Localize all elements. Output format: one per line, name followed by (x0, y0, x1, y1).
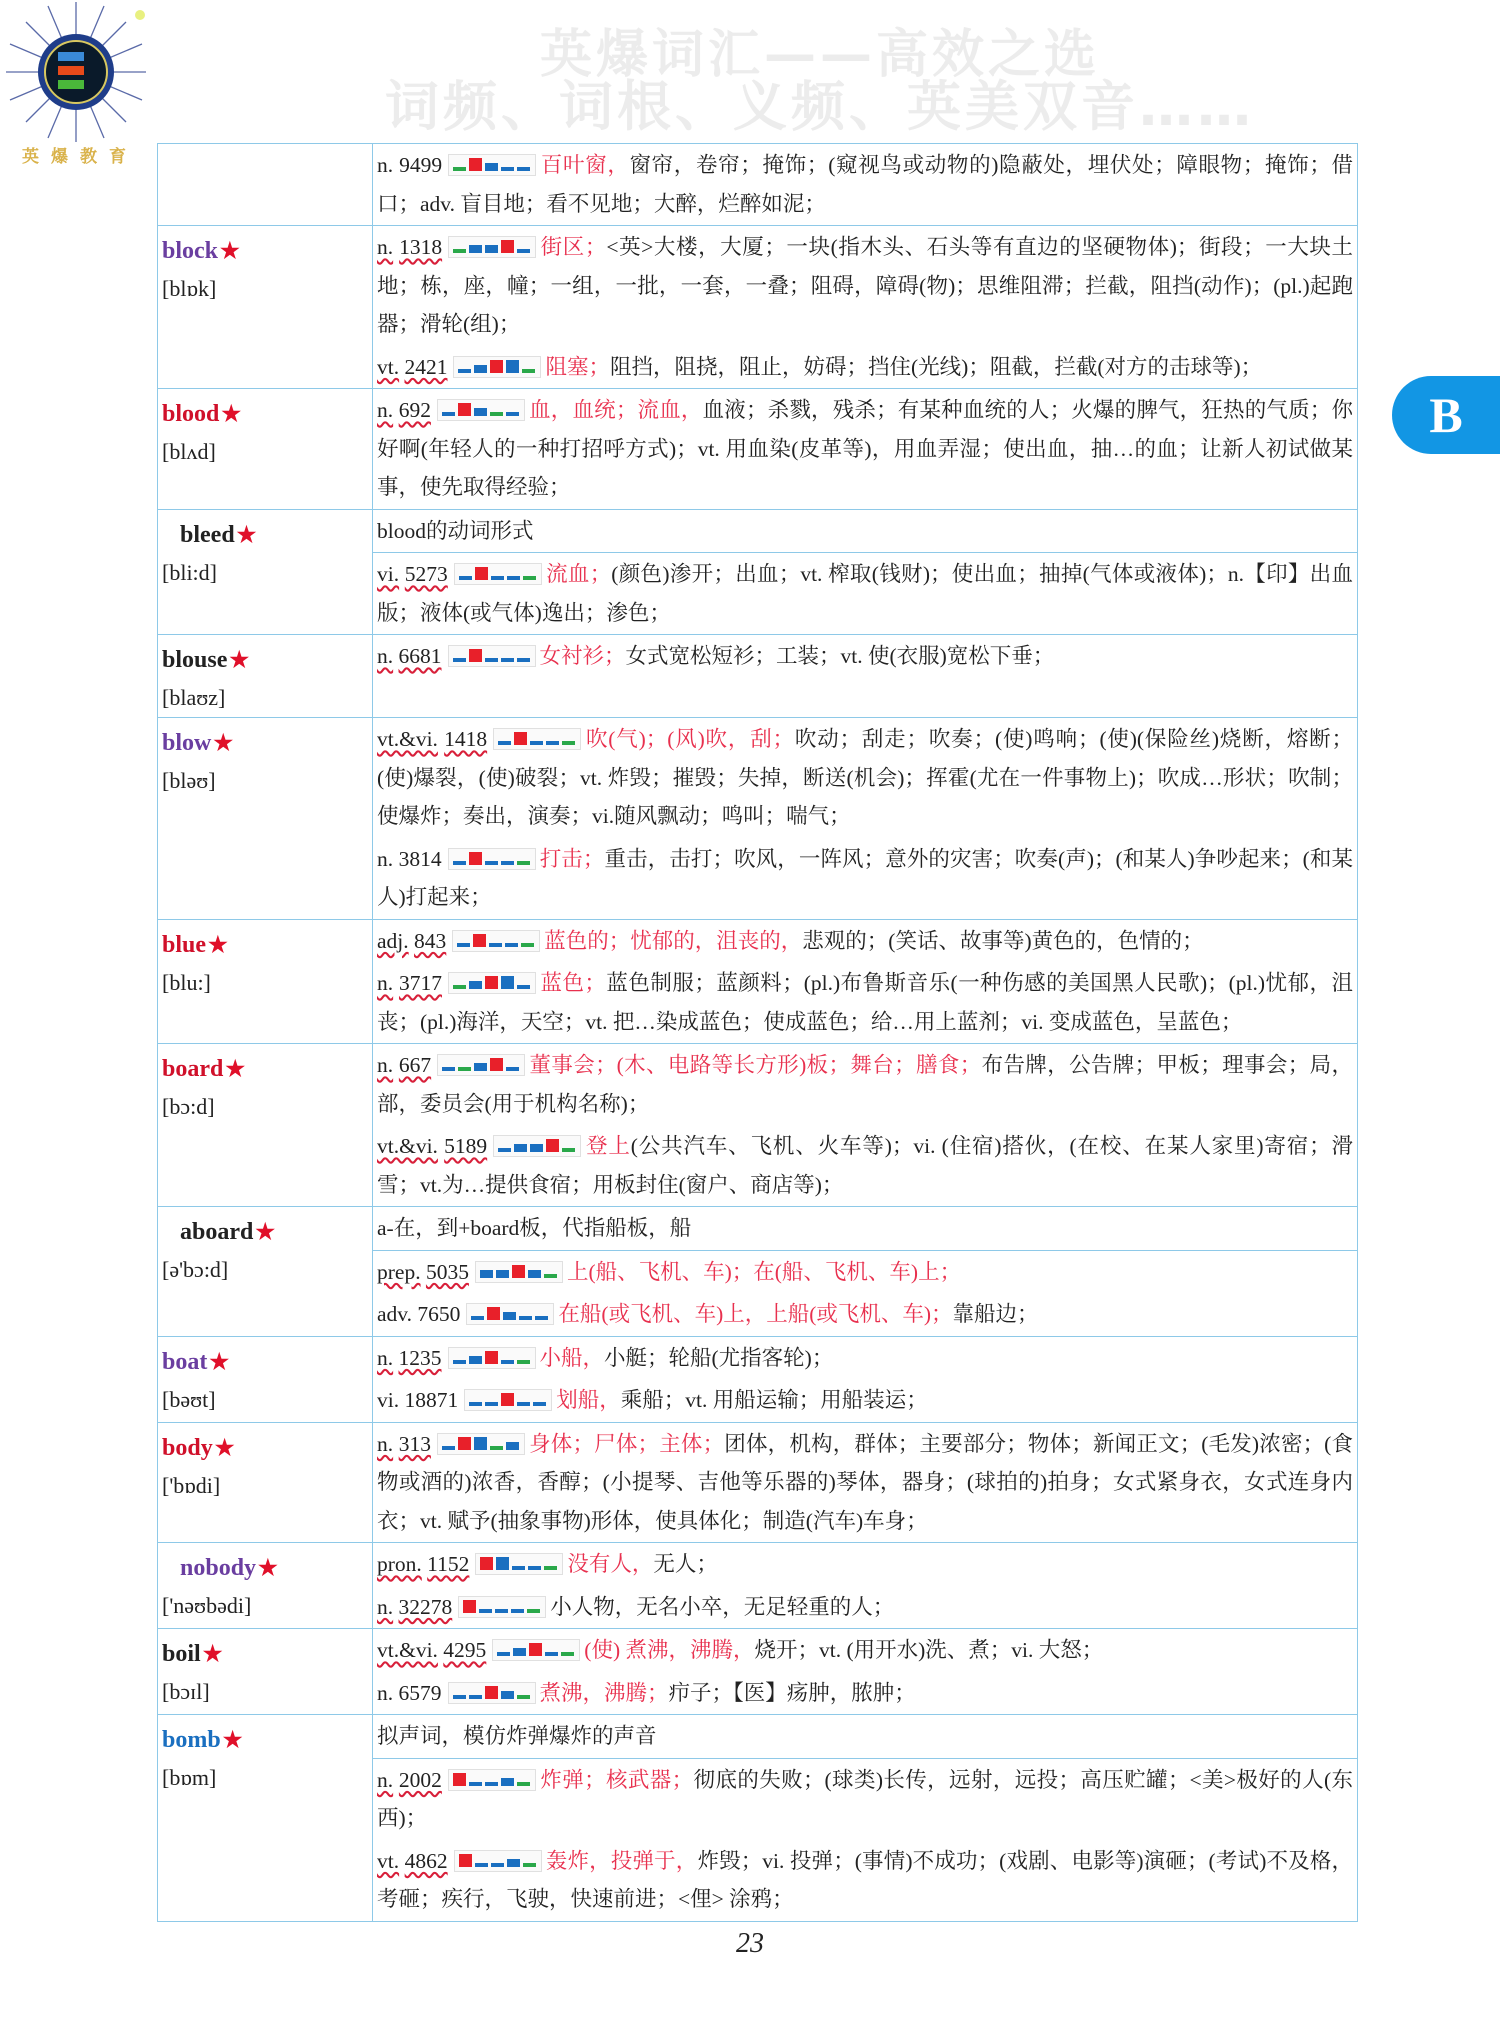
primary-meaning: 没有人， (567, 1552, 654, 1576)
definitions-cell (373, 1629, 1358, 1715)
frequency-rank: 6681 (398, 644, 442, 668)
definitions-cell (373, 389, 1358, 510)
sense-frequency-bars-icon (493, 728, 581, 750)
sense-group (373, 1337, 1357, 1422)
sense-frequency-bars-icon (437, 1054, 525, 1076)
primary-meaning: 划船， (556, 1388, 621, 1412)
frequency-rank: 2002 (398, 1767, 442, 1792)
secondary-meanings: 阻挡，阻挠，阻止，妨碍；挡住(光线)；阻截，拦截(对方的击球等)； (610, 354, 1263, 379)
sense-frequency-bars-icon (466, 1303, 554, 1325)
sense-group (373, 226, 1357, 388)
part-of-speech: n. (377, 1767, 394, 1792)
sense-block (373, 962, 1357, 1043)
secondary-meanings: 疖子；【医】疡肿，脓肿； (668, 1680, 916, 1705)
headword (162, 516, 368, 554)
star-icon: ★ (236, 521, 257, 547)
frequency-rank: 692 (398, 398, 431, 422)
primary-meaning: (使) 煮沸，沸腾， (584, 1638, 755, 1662)
primary-meaning: 登上 (585, 1134, 631, 1158)
sense-block (373, 1379, 1357, 1422)
sense-frequency-bars-icon (448, 645, 536, 667)
sense-group (373, 389, 1357, 509)
primary-meaning: 身体；尸体；主体； (528, 1431, 725, 1456)
headword-text: bleed (180, 521, 235, 548)
part-of-speech: n. (377, 971, 394, 995)
sense-block (373, 389, 1357, 509)
primary-meaning: 街区； (540, 235, 607, 259)
frequency-rank: 3717 (398, 971, 442, 995)
headword (162, 1343, 368, 1381)
sense-group (373, 1543, 1357, 1628)
star-icon: ★ (221, 401, 242, 426)
part-of-speech: n. (377, 1594, 394, 1619)
primary-meaning: 血，血统；流血， (528, 398, 703, 422)
sense-frequency-bars-icon (448, 848, 536, 870)
part-of-speech: n. (377, 235, 394, 259)
primary-meaning: 轰炸，投弹于， (545, 1848, 698, 1873)
frequency-rank: 843 (414, 928, 447, 953)
headword-text: nobody (180, 1555, 257, 1581)
headword (162, 1635, 368, 1673)
star-icon: ★ (202, 1641, 223, 1666)
sense-frequency-bars-icon (448, 1347, 536, 1369)
sense-block (373, 1840, 1357, 1921)
watermark-slogan: 英爆词汇——高效之选 (539, 25, 1100, 85)
definitions-cell (373, 1044, 1358, 1207)
headword-cell (158, 1543, 373, 1629)
phonetic: [ə'bɔ:d] (162, 1257, 229, 1282)
secondary-meanings: (公共汽车、飞机、火车等)；vi. (住宿)搭伙，(在校、在某人家里)寄宿；滑雪；vt.为…提供食宿；用板封住(窗户、商店等)； (377, 1134, 1353, 1197)
star-icon: ★ (255, 1219, 276, 1244)
primary-meaning: 流血； (545, 562, 612, 586)
dictionary-table (157, 143, 1358, 1922)
frequency-rank: 4862 (404, 1848, 448, 1873)
sense-group (373, 1423, 1357, 1543)
sense-frequency-bars-icon (448, 1769, 536, 1791)
part-of-speech: vi. (377, 562, 400, 586)
sense-block (373, 346, 1357, 389)
sense-group (373, 144, 1357, 225)
watermark-features: 词频、词根、义频、英美双音…… (385, 75, 1255, 138)
sense-frequency-bars-icon (464, 1389, 552, 1411)
frequency-rank: 32278 (398, 1594, 453, 1619)
primary-meaning: 蓝色； (539, 971, 606, 995)
definitions-cell (373, 1207, 1358, 1337)
phonetic: [bəʊt] (162, 1386, 216, 1412)
primary-meaning: 上(船、飞机、车)；在(船、飞机、车)上； (566, 1259, 962, 1284)
part-of-speech: n. (377, 1345, 394, 1370)
secondary-meanings: 炸毁；vi. 投弹；(事情)不成功；(戏剧、电影等)演砸；(考试)不及格，考砸；疾行，飞驶，快速前进；<俚> 涂鸦； (377, 1848, 1353, 1911)
headword (162, 1549, 368, 1587)
part-of-speech: vt.&vi. (377, 727, 438, 751)
primary-meaning: 蓝色的；忧郁的，沮丧的， (544, 928, 803, 953)
logo (0, 0, 160, 170)
page-number: 23 (736, 1928, 764, 1959)
definitions-cell (373, 1422, 1358, 1543)
sense-block (373, 920, 1357, 963)
sense-frequency-bars-icon (448, 972, 536, 994)
definitions-cell (373, 226, 1358, 389)
star-icon: ★ (213, 730, 234, 755)
logo-sunburst-icon (0, 0, 160, 150)
headword-text: boat (162, 1348, 208, 1375)
sense-frequency-bars-icon (437, 399, 525, 421)
sense-block (373, 144, 1357, 225)
headword-text: aboard (180, 1219, 254, 1245)
sense-block (373, 1293, 1357, 1336)
frequency-rank: 9499 (399, 153, 443, 177)
entry-row (158, 1336, 1358, 1422)
frequency-rank: 3814 (398, 846, 442, 871)
frequency-rank: 7650 (417, 1302, 461, 1326)
sense-group (373, 552, 1357, 634)
etymology-note: 拟声词，模仿炸弹爆炸的声音 (377, 1724, 657, 1748)
sense-block (373, 553, 1357, 634)
headword-cell (158, 1207, 373, 1337)
phonetic: [bɔɪl] (162, 1679, 210, 1704)
primary-meaning: 百叶窗， (540, 153, 630, 177)
primary-meaning: 在船(或飞机、车)上，上船(或飞机、车)； (558, 1302, 953, 1326)
sense-frequency-bars-icon (458, 1596, 546, 1618)
primary-meaning: 煮沸，沸腾； (539, 1680, 669, 1705)
headword-cell (158, 1629, 373, 1715)
sense-group (373, 718, 1357, 919)
sense-frequency-bars-icon (475, 1553, 563, 1575)
star-icon: ★ (209, 1348, 230, 1374)
frequency-rank: 1235 (398, 1345, 442, 1370)
entry-row (158, 919, 1358, 1044)
phonetic: ['bɒdi] (162, 1472, 221, 1498)
sense-group (373, 920, 1357, 1044)
part-of-speech: n. (377, 398, 394, 422)
sense-group (373, 635, 1357, 678)
entry-row (158, 1543, 1358, 1629)
secondary-meanings: <英>大楼，大厦；一块(指木头、石头等有直边的坚硬物体)；街段；一大块土地；栋，座，幢；一组，一批，一套，一叠；阻碍，障碍(物)；思维阻滞；拦截，阻挡(动作)；(pl.)起跑器；滑轮(组)； (377, 235, 1353, 336)
entry-row (158, 718, 1358, 920)
sense-frequency-bars-icon (454, 1850, 542, 1872)
headword-text: bomb (162, 1727, 221, 1753)
primary-meaning: 炸弹；核武器； (539, 1767, 694, 1792)
sense-block (373, 1251, 1357, 1294)
phonetic: [bɔ:d] (162, 1094, 215, 1119)
sense-block (373, 1629, 1357, 1672)
phonetic: [blaʊz] (162, 685, 226, 710)
entry-row (158, 1207, 1358, 1337)
headword-cell (158, 226, 373, 389)
entry-row (158, 509, 1358, 635)
sense-block (373, 1759, 1357, 1840)
star-icon: ★ (229, 647, 250, 672)
sense-frequency-bars-icon (493, 1135, 581, 1157)
sense-block (373, 838, 1357, 919)
headword-text: blow (162, 730, 212, 756)
entry-row (158, 635, 1358, 718)
phonetic: [bləʊ] (162, 768, 216, 793)
headword (162, 232, 368, 270)
entry-row (158, 1422, 1358, 1543)
star-icon: ★ (225, 1056, 246, 1081)
entry-row (158, 1715, 1358, 1922)
frequency-rank: 5273 (404, 562, 448, 586)
definitions-cell (373, 635, 1358, 718)
primary-meaning: 吹(气)；(风)吹，刮； (585, 727, 795, 751)
headword-cell (158, 1336, 373, 1422)
definitions-cell (373, 919, 1358, 1044)
secondary-meanings: 悲观的；(笑话、故事等)黄色的，色情的； (802, 928, 1204, 953)
headword-text: block (162, 238, 219, 264)
frequency-rank: 2421 (404, 354, 448, 379)
part-of-speech: n. (377, 1680, 394, 1705)
sense-frequency-bars-icon (454, 563, 542, 585)
definitions-cell (373, 1543, 1358, 1629)
secondary-meanings: 布告牌，公告牌；甲板；理事会；局，部，委员会(用于机构名称)； (377, 1053, 1354, 1116)
secondary-meanings: 团体，机构，群体；主要部分；物体；新闻正文；(毛发)浓密；(食物或酒的)浓香，香醇；(小提琴、吉他等乐器的)琴体，器身；(球拍的)拍身；女式紧身衣，女式连身内衣；vt. 赋予(抽象事物)形体，使具体化；制造(汽车)车身； (377, 1431, 1353, 1533)
part-of-speech: adv. (377, 1302, 413, 1326)
headword-text: blue (162, 931, 207, 958)
headword-cell (158, 1044, 373, 1207)
frequency-rank: 6579 (398, 1680, 442, 1705)
part-of-speech: adj. (377, 928, 409, 953)
primary-meaning: 董事会；(木、电路等长方形)板；舞台；膳食； (529, 1053, 982, 1077)
sense-group (373, 1044, 1357, 1206)
headword-text: body (162, 1434, 213, 1461)
sense-frequency-bars-icon (453, 356, 541, 378)
primary-meaning: 打击； (539, 846, 605, 871)
sense-frequency-bars-icon (492, 1639, 580, 1661)
headword-cell (158, 718, 373, 920)
definitions-cell (373, 718, 1358, 920)
secondary-meanings: 乘船；vt. 用船运输；用船装运； (620, 1388, 928, 1412)
definitions-cell (373, 144, 1358, 226)
definitions-cell (373, 1715, 1358, 1922)
phonetic: ['nəʊbədi] (162, 1593, 252, 1618)
sense-block (373, 1337, 1357, 1380)
definitions-cell (373, 1336, 1358, 1422)
frequency-rank: 1152 (427, 1552, 470, 1576)
secondary-meanings: 彻底的失败；(球类)长传，远射，远投；高压贮罐；<美>极好的人(东西)； (377, 1767, 1354, 1830)
headword-text: blouse (162, 647, 228, 673)
secondary-meanings: 烧开；vt. (用开水)洗、煮；vi. 大怒； (754, 1638, 1104, 1662)
headword-text: blood (162, 401, 220, 427)
frequency-rank: 313 (398, 1431, 431, 1456)
entry-row (158, 226, 1358, 389)
part-of-speech: pron. (377, 1552, 422, 1576)
entry-row (158, 1044, 1358, 1207)
secondary-meanings: 窗帘，卷帘；掩饰；(窥视鸟或动物的)隐蔽处，埋伏处；障眼物；掩饰；借口；adv. 盲目地；看不见地；大醉，烂醉如泥； (377, 153, 1353, 216)
sense-frequency-bars-icon (448, 154, 536, 176)
sense-block (373, 1044, 1357, 1125)
sense-block (373, 718, 1357, 838)
entry-row (158, 144, 1358, 226)
etymology-note: a-在，到+board板，代指船板，船 (377, 1216, 692, 1240)
secondary-meanings: (颜色)渗开；出血；vt. 榨取(钱财)；使出血；抽掉(气体或液体)；n.【印】出血版；液体(或气体)逸出；渗色； (377, 562, 1353, 625)
secondary-meanings: 重击，击打；吹风，一阵风；意外的灾害；吹奏(声)；(和某人)争吵起来；(和某人)打起来； (377, 846, 1354, 909)
part-of-speech: vt. (377, 354, 400, 379)
star-icon: ★ (220, 238, 240, 263)
part-of-speech: n. (377, 153, 394, 177)
frequency-rank: 1418 (444, 727, 488, 751)
sense-block (373, 1586, 1357, 1629)
part-of-speech: prep. (377, 1259, 421, 1284)
star-icon: ★ (208, 931, 228, 957)
headword-cell (158, 509, 373, 635)
headword (162, 724, 368, 762)
headword (162, 395, 368, 433)
frequency-rank: 1318 (399, 235, 443, 259)
phonetic: [blʌd] (162, 439, 216, 464)
part-of-speech: n. (377, 1053, 394, 1077)
headword (162, 641, 368, 679)
sense-block (373, 226, 1357, 346)
part-of-speech: vt. (377, 1848, 400, 1873)
part-of-speech: vt.&vi. (377, 1638, 438, 1662)
secondary-meanings: 小人物，无名小卒，无足轻重的人； (550, 1594, 895, 1619)
sense-frequency-bars-icon (437, 1433, 525, 1455)
part-of-speech: n. (377, 1431, 394, 1456)
headword-cell (158, 919, 373, 1044)
headword-cell (158, 389, 373, 510)
sense-group (373, 1250, 1357, 1336)
entry-row (158, 389, 1358, 510)
star-icon: ★ (222, 1727, 243, 1752)
secondary-meanings: 小艇；轮船(尤指客轮)； (604, 1345, 834, 1370)
star-icon: ★ (214, 1434, 235, 1460)
part-of-speech: vi. (377, 1388, 400, 1412)
sense-frequency-bars-icon (448, 236, 536, 258)
headword-cell (158, 144, 373, 226)
headword-text: boil (162, 1641, 201, 1667)
sense-block (373, 1672, 1357, 1715)
headword (162, 926, 368, 964)
section-tab-b[interactable]: B (1392, 376, 1500, 454)
headword-cell (158, 635, 373, 718)
definitions-cell (373, 509, 1358, 635)
star-icon: ★ (258, 1555, 278, 1580)
frequency-rank: 5189 (444, 1134, 488, 1158)
phonetic: [bli:d] (162, 559, 217, 585)
frequency-rank: 18871 (404, 1388, 459, 1412)
sense-block (373, 1125, 1357, 1206)
etymology-note: blood的动词形式 (377, 518, 534, 543)
sense-frequency-bars-icon (452, 930, 540, 952)
secondary-meanings: 靠船边； (952, 1302, 1039, 1326)
primary-meaning: 阻塞； (545, 354, 610, 379)
secondary-meanings: 无人； (653, 1552, 718, 1576)
secondary-meanings: 血液；杀戮，残杀；有某种血统的人；火爆的脾气，狂热的气质；你好啊(年轻人的一种打招呼方式)；vt. 用血染(皮革等)，用血弄湿；使出血，抽…的血；让新人初试做某事，使先取得经验； (377, 398, 1353, 499)
secondary-meanings: 吹动；刮走；吹奏；(使)鸣响；(使)(保险丝)烧断，熔断；(使)爆裂，(使)破裂；vt. 炸毁；摧毁；失掉，断送(机会)；挥霍(尤在一件事物上)；吹成…形状；吹制；使爆炸；奏出，演奏；vi.随风飘动；鸣叫；喘气； (377, 727, 1354, 828)
entry-row (158, 1629, 1358, 1715)
logo-text: 英爆教育 (22, 147, 138, 167)
headword-cell (158, 1422, 373, 1543)
phonetic: [bɒm] (162, 1765, 217, 1790)
secondary-meanings: 蓝色制服；蓝颜料；(pl.)布鲁斯音乐(一种伤感的美国黑人民歌)；(pl.)忧郁，沮丧；(pl.)海洋，天空；vt. 把…染成蓝色；使成蓝色；给…用上蓝剂；vi. 变成蓝色，呈蓝色； (377, 971, 1353, 1034)
sense-group (373, 1629, 1357, 1714)
part-of-speech: n. (377, 846, 394, 871)
sense-block (373, 635, 1357, 678)
sense-frequency-bars-icon (475, 1261, 563, 1283)
primary-meaning: 女衬衫； (539, 644, 626, 668)
phonetic: [blɒk] (162, 276, 217, 301)
sense-group (373, 1758, 1357, 1921)
headword (162, 1429, 368, 1467)
headword (162, 1721, 368, 1759)
primary-meaning: 小船， (539, 1345, 605, 1370)
frequency-rank: 4295 (443, 1638, 487, 1662)
headword-cell (158, 1715, 373, 1922)
frequency-rank: 5035 (425, 1259, 469, 1284)
headword (162, 1050, 368, 1088)
sense-frequency-bars-icon (448, 1682, 536, 1704)
phonetic: [blu:] (162, 969, 211, 995)
headword-text: board (162, 1056, 224, 1082)
headword (162, 1213, 368, 1251)
sense-block (373, 1543, 1357, 1586)
secondary-meanings: 女式宽松短衫；工装；vt. 使(衣服)宽松下垂； (625, 644, 1055, 668)
frequency-rank: 667 (398, 1053, 432, 1077)
part-of-speech: vt.&vi. (377, 1134, 438, 1158)
sense-block (373, 1423, 1357, 1543)
part-of-speech: n. (377, 644, 394, 668)
